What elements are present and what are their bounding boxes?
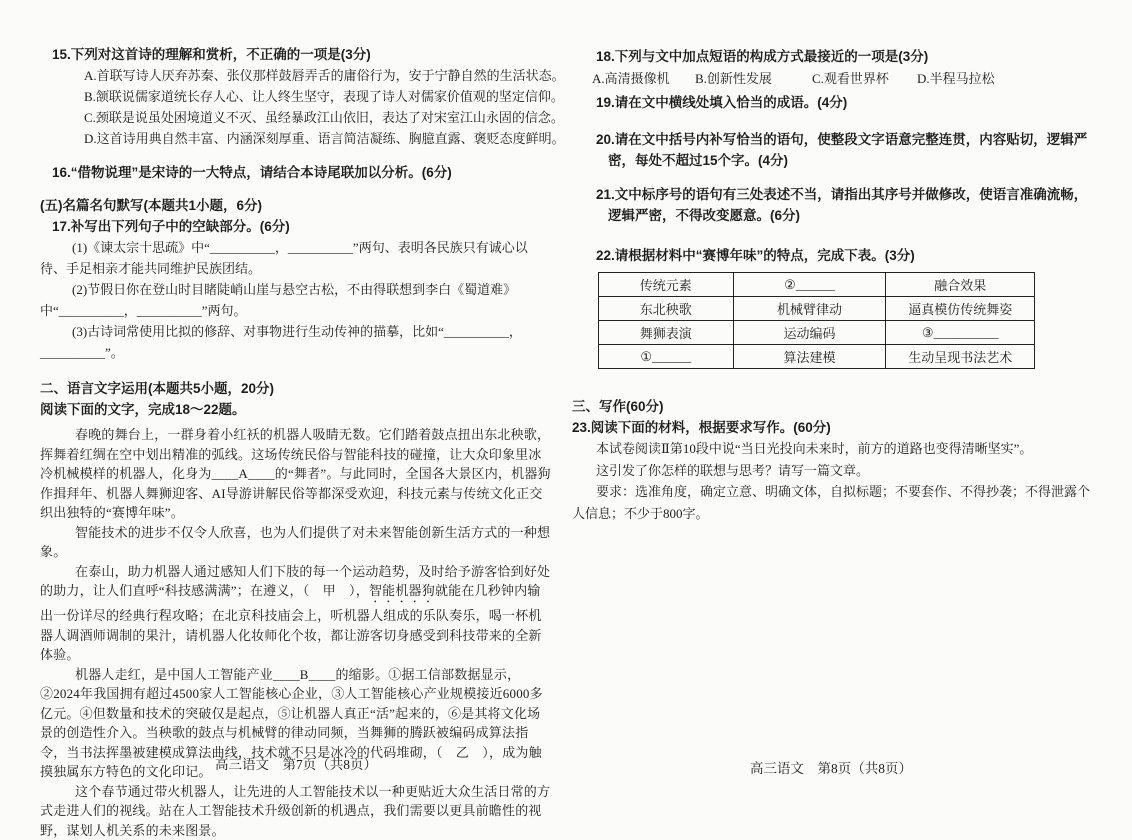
table-cell: ②______ <box>733 273 886 297</box>
table-cell: 运动编码 <box>733 321 886 345</box>
table-cell: 生动呈现书法艺术 <box>886 345 1035 369</box>
question-22-table <box>598 272 1035 369</box>
question-17-item: (2)节假日你在登山时目睹陡峭山崖与悬空古松，不由得联想到李白《蜀道难》中“__________，__________”两句。 <box>40 279 552 321</box>
question-15-option: C.颈联是说虽处困境道义不灭、虽经暴政江山依旧，表达了对宋室江山永固的信念。 <box>40 107 552 128</box>
question-23-paragraph: 要求：选准角度，确定立意、明确文体，自拟标题；不要套作、不得抄袭；不得泄露个人信息；不少于800字。 <box>572 481 1090 524</box>
table-cell: 东北秧歌 <box>599 297 734 321</box>
section-5-heading: (五)名篇名句默写(本题共1小题，6分) <box>40 195 552 216</box>
question-23-stem: 23.阅读下面的材料，根据要求写作。(60分) <box>572 417 1090 438</box>
passage-paragraph: 春晚的舞台上，一群身着小红袄的机器人吸睛无数。它们踏着鼓点扭出东北秧歌，挥舞着红绸在空中划出精准的弧线。这场传统民俗与智能科技的碰撞，让大众印象里冰冷机械模样的机器人，化身为____A____的“舞者”。与此同时，全国各大景区内，机器狗作揖拜年、机器人舞狮迎客、AI导游讲解民俗等都深受欢迎，科技元素与传统文化正交织出独特的“赛博年味”。 <box>40 425 552 523</box>
table-row <box>599 345 1035 369</box>
page-8 <box>572 0 1090 524</box>
table-cell: ①______ <box>599 345 734 369</box>
table-row <box>599 273 1035 297</box>
question-18-option: C.观看世界杯 <box>812 68 917 89</box>
passage-paragraph: 在泰山，助力机器人通过感知人们下肢的每一个运动趋势，及时给予游客恰到好处的助力，让人们直呼“科技感满满”；在遵义，（ 甲 ），智能机器狗就能在几秒钟内输出一份详尽的经典行程攻略；在北京科技庙会上，听机器人组成的乐队奏乐，喝一杯机器人调酒师调制的果汁，请机器人化妆师化个妆，都让游客切身感受到科技带来的全新体验。 <box>40 562 552 665</box>
table-cell: 算法建模 <box>733 345 886 369</box>
table-cell: 融合效果 <box>886 273 1035 297</box>
table-cell: ③__________ <box>886 321 1035 345</box>
question-18-option: D.半程马拉松 <box>917 68 995 89</box>
question-22-stem: 22.请根据材料中“赛博年味”的特点，完成下表。(3分) <box>572 245 1090 266</box>
table-cell: 舞狮表演 <box>599 321 734 345</box>
passage-paragraph: 智能技术的进步不仅令人欣喜，也为人们提供了对未来智能创新生活方式的一种想象。 <box>40 523 552 562</box>
question-17-stem: 17.补写出下列句子中的空缺部分。(6分) <box>40 216 552 237</box>
question-20-stem: 20.请在文中括号内补写恰当的语句，使整段文字语意完整连贯，内容贴切，逻辑严密，每处不超过15个字。(4分) <box>572 129 1090 171</box>
reading-instruction: 阅读下面的文字，完成18～22题。 <box>40 399 552 420</box>
page-7-footer: 高三语文 第7页（共8页） <box>40 753 552 773</box>
question-17-item: (1)《谏太宗十思疏》中“__________，__________”两句、表明各民族只有诚心以待、手足相亲才能共同维护民族团结。 <box>40 237 552 279</box>
question-16-stem: 16.“借物说理”是宋诗的一大特点，请结合本诗尾联加以分析。(6分) <box>40 162 552 183</box>
question-15-option: A.首联写诗人厌弃苏秦、张仪那样鼓唇弄舌的庸俗行为，安于宁静自然的生活状态。 <box>40 65 552 86</box>
question-15-option: D.这首诗用典自然丰富、内涵深刻厚重、语言简洁凝练、胸臆直露、褒贬态度鲜明。 <box>40 128 552 149</box>
question-18-option: A.高清摄像机 <box>592 68 695 89</box>
question-23-paragraph: 本试卷阅读Ⅱ第10段中说“当日光投向未来时，前方的道路也变得清晰坚实”。 <box>572 438 1090 460</box>
question-23-paragraph: 这引发了你怎样的联想与思考？请写一篇文章。 <box>572 460 1090 482</box>
table-cell: 逼真模仿传统舞姿 <box>886 297 1035 321</box>
table-cell: 机械臂律动 <box>733 297 886 321</box>
passage-paragraph: 这个春节通过带火机器人，让先进的人工智能技术以一种更贴近大众生活日常的方式走进人们的视线。站在人工智能技术升级创新的机遇点，我们需要以更具前瞻性的视野，谋划人机关系的未来图景。 <box>40 782 552 840</box>
table-cell: 传统元素 <box>599 273 734 297</box>
question-18-option: B.创新性发展 <box>695 68 812 89</box>
section-2-heading: 二、语言文字运用(本题共5小题，20分) <box>40 378 552 399</box>
page-8-footer: 高三语文 第8页（共8页） <box>572 757 1090 777</box>
question-21-stem: 21.文中标序号的语句有三处表述不当，请指出其序号并做修改，使语言准确流畅，逻辑严密，不得改变愿意。(6分) <box>572 184 1090 226</box>
question-18-options <box>572 68 1090 89</box>
question-18-stem: 18.下列与文中加点短语的构成方式最接近的一项是(3分) <box>572 46 1090 67</box>
question-23-material <box>572 438 1090 524</box>
question-15-option: B.颔联说儒家道统长存人心、让人终生坚守，表现了诗人对儒家价值观的坚定信仰。 <box>40 86 552 107</box>
section-3-heading: 三、写作(60分) <box>572 396 1090 417</box>
reading-passage <box>40 425 552 840</box>
question-15-stem: 15.下列对这首诗的理解和赏析，不正确的一项是(3分) <box>40 44 552 65</box>
table-row <box>599 297 1035 321</box>
table-row <box>599 321 1035 345</box>
page-7 <box>40 0 552 840</box>
passage-paragraph: 机器人走红，是中国人工智能产业____B____的缩影。①据工信部数据显示，②2024年我国拥有超过4500家人工智能核心企业，③人工智能核心产业规模接近6000多亿元。④但数量和技术的突破仅是起点，⑤让机器人真正“活”起来的，⑥是其将文化场景的创造性介入。当秧歌的鼓点与机械臂的律动同频，当舞狮的腾跃被编码成算法指令，当书法挥墨被建模成算法曲线，技术就不只是冰冷的代码堆砌，（ 乙 ），成为触摸独属东方特色的文化印记。 <box>40 665 552 782</box>
question-17-item: (3)古诗词常使用比拟的修辞、对事物进行生动传神的描摹，比如“__________，__________”。 <box>40 321 552 363</box>
question-17-items <box>40 237 552 363</box>
question-15-options <box>40 65 552 149</box>
question-19-stem: 19.请在文中横线处填入恰当的成语。(4分) <box>572 92 1090 113</box>
emphasized-phrase: 智能机器狗 <box>369 583 435 598</box>
